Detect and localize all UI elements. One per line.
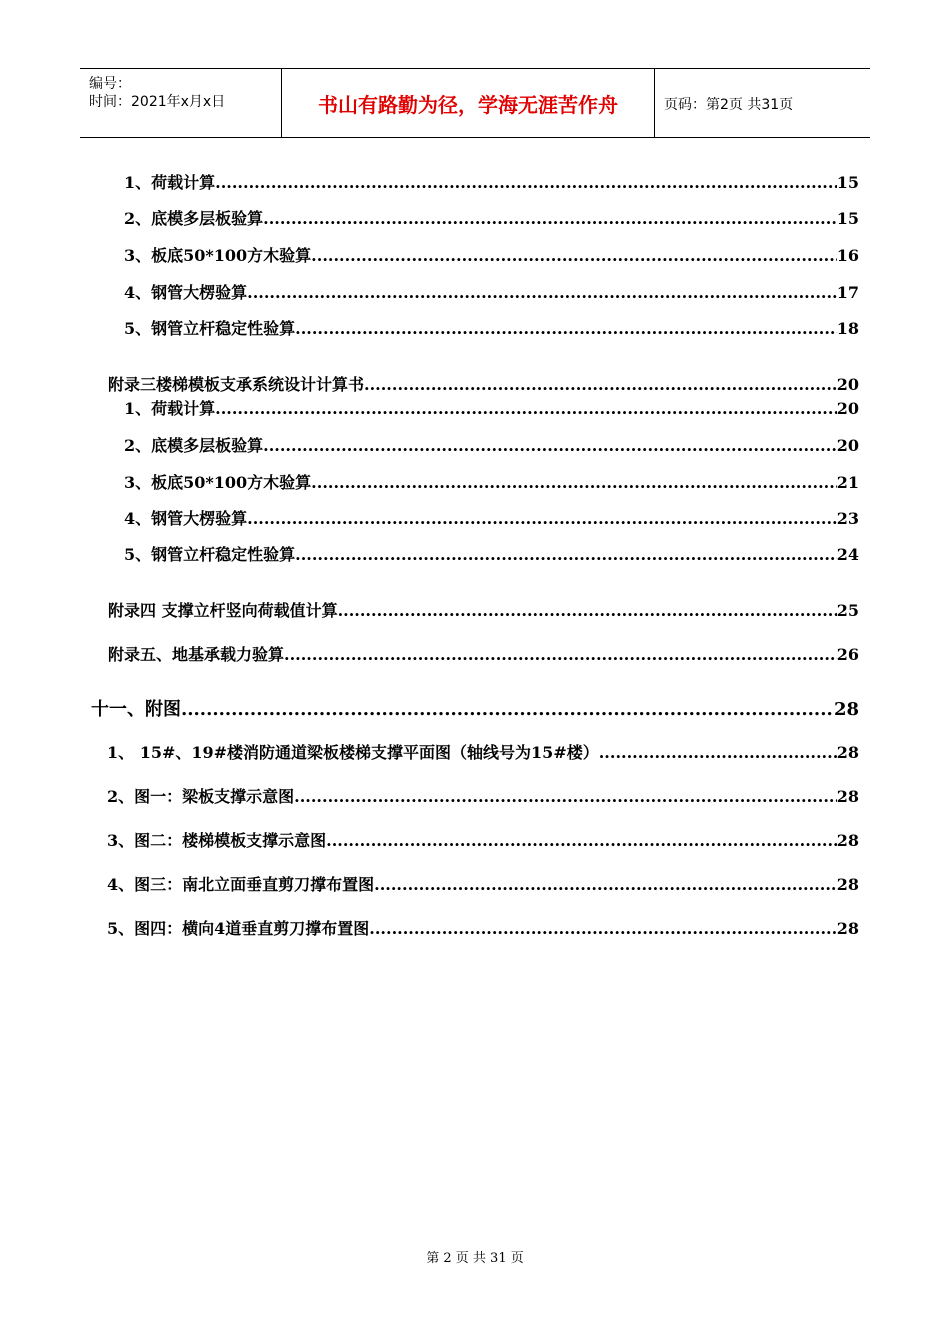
toc-entry[interactable]: 4、钢管大楞验算 ..... 17 [124, 280, 859, 303]
toc-entry[interactable]: 5、图四：横向4道垂直剪刀撑布置图 ..... 28 [107, 916, 859, 939]
toc-entry[interactable]: 1、 15#、19#楼消防通道梁板楼梯支撑平面图（轴线号为15#楼） ..... 28 [107, 740, 859, 763]
page-footer: 第 2 页 共 31 页 [426, 1251, 524, 1266]
toc-entry[interactable]: 3、板底50*100方木验算 ..... 21 [124, 470, 859, 493]
toc-entry[interactable]: 5、钢管立杆稳定性验算 ..... 18 [124, 316, 859, 339]
toc-entry[interactable]: 3、板底50*100方木验算 ..... 16 [124, 243, 859, 266]
header-page-info: 页码：第2页 共31页 [664, 97, 794, 113]
toc-entry[interactable]: 3、图二：楼梯模板支撑示意图 ..... 28 [107, 828, 859, 851]
toc-entry[interactable]: 2、底模多层板验算 ..... 15 [124, 206, 859, 229]
toc-entry[interactable]: 1、荷载计算 ..... 20 [124, 396, 859, 419]
toc-entry[interactable]: 4、图三：南北立面垂直剪刀撑布置图 ..... 28 [107, 872, 859, 895]
page-header [80, 68, 870, 138]
number-label: 编号： [89, 76, 131, 92]
toc-entry[interactable]: 附录五、地基承载力验算 ..... 26 [108, 642, 859, 665]
toc-entry[interactable]: 5、钢管立杆稳定性验算 ..... 24 [124, 542, 859, 565]
time-label: 时间：2021年x月x日 [89, 94, 226, 110]
toc-entry[interactable]: 4、钢管大楞验算 ..... 23 [124, 506, 859, 529]
toc-entry[interactable]: 1、荷载计算 ..... 15 [124, 170, 859, 193]
toc-entry[interactable]: 2、底模多层板验算 ..... 20 [124, 433, 859, 456]
header-info-cell [80, 69, 282, 137]
header-motto: 书山有路勤为径，学海无涯苦作舟 [282, 69, 655, 137]
toc-entry[interactable]: 十一、附图 ..... 28 [91, 695, 859, 721]
toc-entry[interactable]: 2、图一：梁板支撑示意图 ..... 28 [107, 784, 859, 807]
toc-entry[interactable]: 附录四 支撑立杆竖向荷载值计算 ..... 25 [108, 598, 859, 621]
toc-entry[interactable]: 附录三楼梯模板支承系统设计计算书 ..... 20 [108, 372, 859, 395]
